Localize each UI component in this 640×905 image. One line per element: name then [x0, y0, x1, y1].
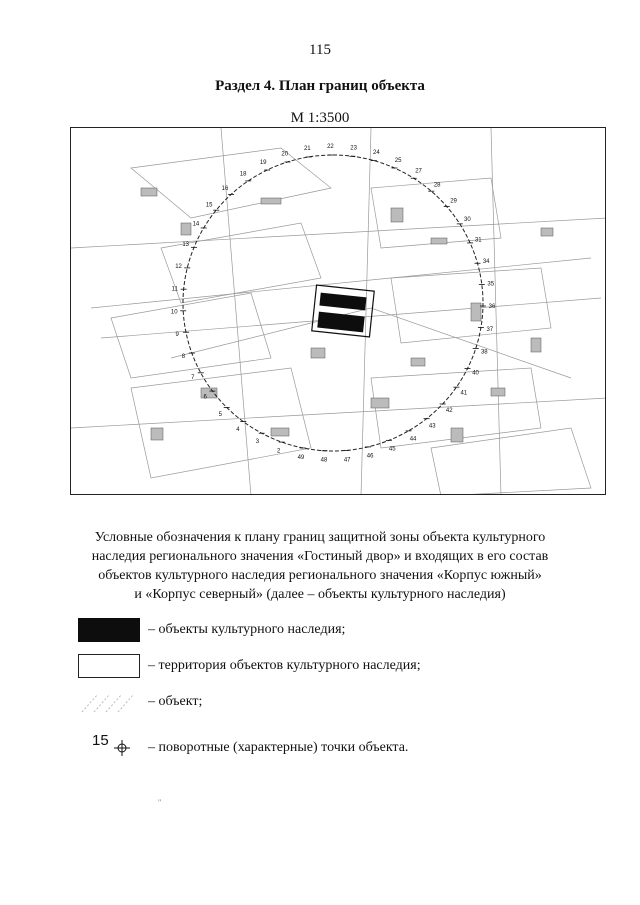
- boundary-point-label: 25: [394, 157, 402, 164]
- boundary-point-label: 19: [259, 159, 267, 166]
- boundary-point-label: 12: [175, 263, 182, 270]
- scale-label: М 1:3500: [290, 110, 350, 126]
- crosshair-icon: [114, 740, 130, 756]
- legend-heading-line: наследия регионального значения «Гостиный двор» и входящих в его состав: [91, 549, 549, 564]
- boundary-point-label: 13: [182, 241, 190, 248]
- boundary-point-label: 34: [482, 258, 490, 265]
- boundary-point-label: 15: [205, 202, 213, 209]
- boundary-point-label: 40: [472, 370, 479, 377]
- stray-mark: ": [158, 798, 162, 807]
- legend-item-object: [78, 690, 598, 720]
- boundary-point-label: 47: [343, 457, 351, 464]
- map-drawing: [71, 128, 606, 495]
- boundary-point-label: 41: [460, 390, 468, 397]
- boundary-point-label: 11: [171, 286, 178, 293]
- legend-item-turning-points: [78, 732, 598, 766]
- boundary-point-label: 48: [320, 457, 328, 464]
- boundary-point-label: 42: [445, 408, 453, 415]
- legend-item-text: – объекты культурного наследия;: [148, 622, 346, 637]
- legend-heading-line: объектов культурного наследия регионального значения «Корпус южный»: [98, 568, 542, 583]
- black-fill-swatch: [78, 618, 140, 642]
- boundary-point-label: 7: [191, 375, 195, 382]
- boundary-point-label: 21: [303, 146, 311, 153]
- boundary-point-label: 8: [181, 354, 186, 361]
- turning-point-number: 15: [92, 732, 109, 749]
- boundary-point-label: 38: [480, 349, 488, 356]
- boundary-point-label: 46: [366, 453, 374, 460]
- boundary-point-label: 9: [175, 332, 179, 339]
- legend-item-text: – поворотные (характерные) точки объекта.: [148, 740, 409, 755]
- boundary-point-label: 44: [409, 436, 417, 443]
- boundary-point-label: 31: [474, 237, 482, 244]
- legend-item-text: – объект;: [148, 694, 203, 709]
- boundary-point-label: 29: [450, 198, 457, 205]
- boundary-point-label: 36: [488, 304, 496, 311]
- boundary-point-label: 30: [464, 217, 471, 224]
- page-number: 115: [309, 42, 331, 58]
- boundary-point-label: 3: [255, 439, 260, 446]
- boundary-point-label: 14: [192, 221, 200, 228]
- boundary-point-label: 6: [203, 394, 207, 401]
- heritage-objects: [312, 285, 374, 337]
- legend-item-heritage-objects: [78, 618, 598, 648]
- boundary-point-label: 45: [388, 446, 396, 453]
- boundary-point-label: 10: [170, 309, 178, 316]
- legend-item-text: – территория объектов культурного наследия;: [148, 658, 421, 673]
- legend-heading: [60, 528, 580, 604]
- boundary-point-label: 20: [281, 151, 289, 158]
- legend-heading-line: и «Корпус северный» (далее – объекты культурного наследия): [134, 587, 506, 602]
- legend-heading-line: Условные обозначения к плану границ защитной зоны объекта культурного: [94, 530, 546, 545]
- outline-swatch: [78, 654, 140, 678]
- boundary-point-label: 37: [486, 327, 494, 334]
- section-title: Раздел 4. План границ объекта: [215, 78, 425, 94]
- boundary-point-label: 23: [350, 145, 357, 152]
- site-plan-map: [70, 127, 606, 495]
- boundary-point-label: 2: [276, 448, 281, 455]
- boundary-point-label: 28: [433, 182, 441, 189]
- legend-item-heritage-territory: [78, 654, 598, 684]
- boundary-point-label: 16: [221, 185, 229, 192]
- boundary-point-label: 5: [218, 411, 223, 418]
- hatch-swatch: [78, 690, 140, 714]
- boundary-point-label: 35: [487, 281, 495, 288]
- turning-point-symbol: [78, 732, 140, 760]
- boundary-point-label: 27: [415, 168, 422, 175]
- boundary-point-label: 43: [428, 423, 436, 430]
- boundary-point-label: 24: [372, 149, 380, 156]
- boundary-point-label: 4: [236, 426, 240, 433]
- boundary-point-label: 22: [327, 144, 334, 151]
- boundary-point-label: 18: [239, 171, 247, 178]
- boundary-point-label: 49: [297, 454, 305, 461]
